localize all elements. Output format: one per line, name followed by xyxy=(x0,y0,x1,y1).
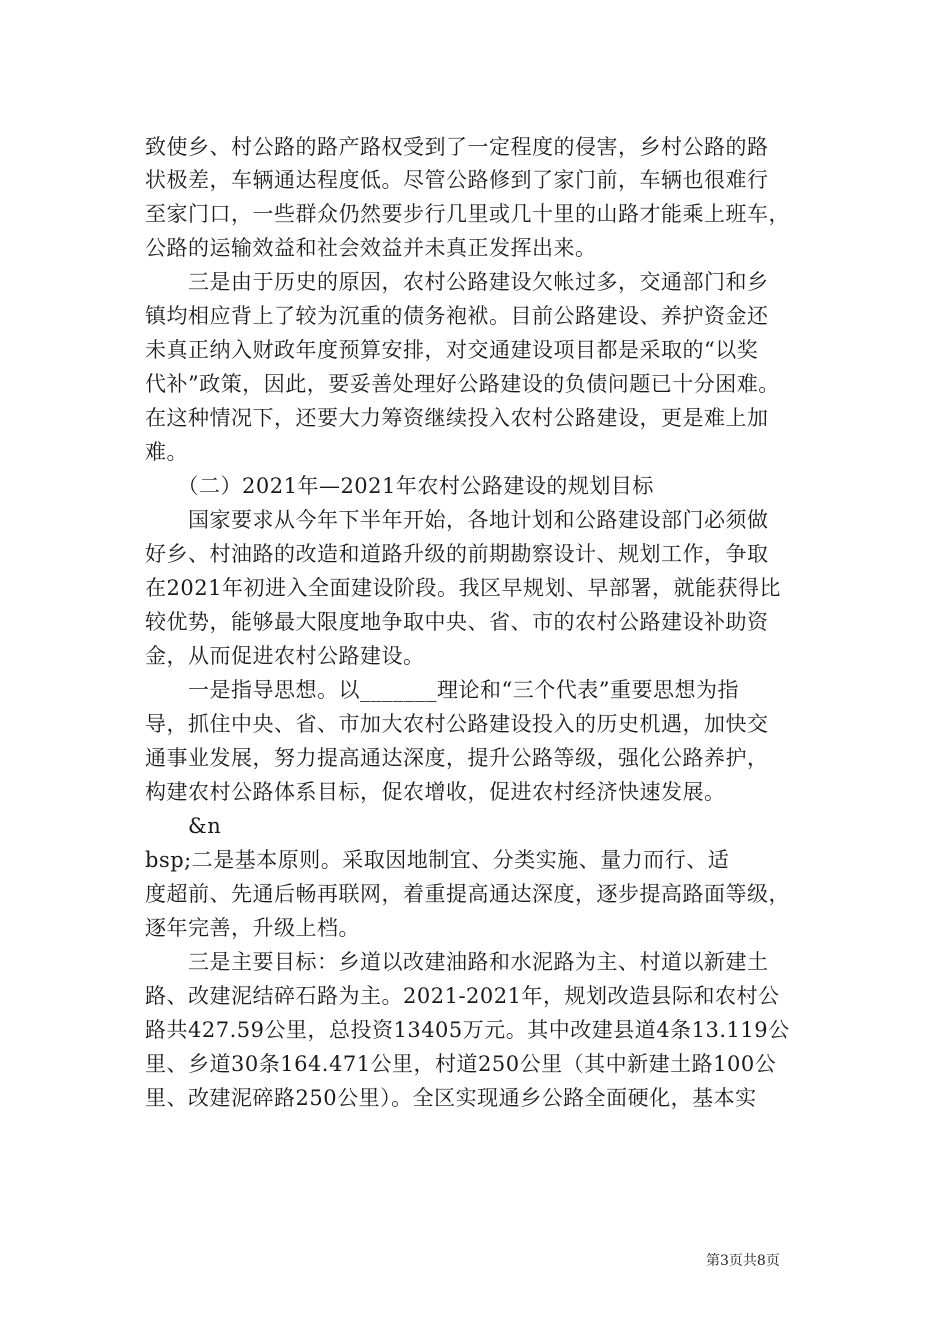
text-line: 导，抓住中央、省、市加大农村公路建设投入的历史机遇，加快交 xyxy=(145,712,769,736)
text-line: 一是指导思想。以_______理论和“三个代表”重要思想为指 xyxy=(145,678,739,702)
text-line: 路共427.59公里，总投资13405万元。其中改建县道4条13.119公 xyxy=(145,1018,790,1042)
text-line: 国家要求从今年下半年开始，各地计划和公路建设部门必须做 xyxy=(145,508,769,532)
text-line: 三是由于历史的原因，农村公路建设欠帐过多，交通部门和乡 xyxy=(145,270,769,294)
text-line: 路、改建泥结碎石路为主。2021-2021年，规划改造县际和农村公 xyxy=(145,984,780,1008)
text-line: 至家门口，一些群众仍然要步行几里或几十里的山路才能乘上班车， xyxy=(145,202,790,226)
text-line: bsp;二是基本原则。采取因地制宜、分类实施、量力而行、适 xyxy=(145,848,730,872)
text-line: 通事业发展，努力提高通达深度，提升公路等级，强化公路养护， xyxy=(145,746,769,770)
text-line: 在这种情况下，还要大力筹资继续投入农村公路建设，更是难上加 xyxy=(145,406,769,430)
text-line: 构建农村公路体系目标，促农增收，促进农村经济快速发展。 xyxy=(145,780,726,804)
section-heading: （二）2021年—2021年农村公路建设的规划目标 xyxy=(145,474,654,498)
text-line: 在2021年初进入全面建设阶段。我区早规划、早部署，就能获得比 xyxy=(145,576,781,600)
text-line: 好乡、村油路的改造和道路升级的前期勘察设计、规划工作，争取 xyxy=(145,542,769,566)
text-line: 里、改建泥碎路250公里）。全区实现通乡公路全面硬化，基本实 xyxy=(145,1086,757,1110)
text-line: 三是主要目标：乡道以改建油路和水泥路为主、村道以新建土 xyxy=(145,950,769,974)
text-line: 致使乡、村公路的路产路权受到了一定程度的侵害，乡村公路的路 xyxy=(145,135,769,159)
text-line: 度超前、先通后畅再联网，着重提高通达深度，逐步提高路面等级， xyxy=(145,882,790,906)
text-line: 状极差，车辆通达程度低。尽管公路修到了家门前，车辆也很难行 xyxy=(145,168,769,192)
text-line: &n xyxy=(145,814,222,838)
text-line: 较优势，能够最大限度地争取中央、省、市的农村公路建设补助资 xyxy=(145,610,769,634)
text-line: 逐年完善，升级上档。 xyxy=(145,916,360,940)
text-line: 代补”政策，因此，要妥善处理好公路建设的负债问题已十分困难。 xyxy=(145,372,780,396)
text-line: 难。 xyxy=(145,440,188,464)
text-line: 镇均相应背上了较为沉重的债务袍袱。目前公路建设、养护资金还 xyxy=(145,304,769,328)
text-line: 里、乡道30条164.471公里，村道250公里（其中新建土路100公 xyxy=(145,1052,777,1076)
text-line: 公路的运输效益和社会效益并未真正发挥出来。 xyxy=(145,236,597,260)
text-line: 金，从而促进农村公路建设。 xyxy=(145,644,425,668)
page-number: 第3页共8页 xyxy=(706,1253,780,1269)
text-line: 未真正纳入财政年度预算安排，对交通建设项目都是采取的“以奖 xyxy=(145,338,759,362)
